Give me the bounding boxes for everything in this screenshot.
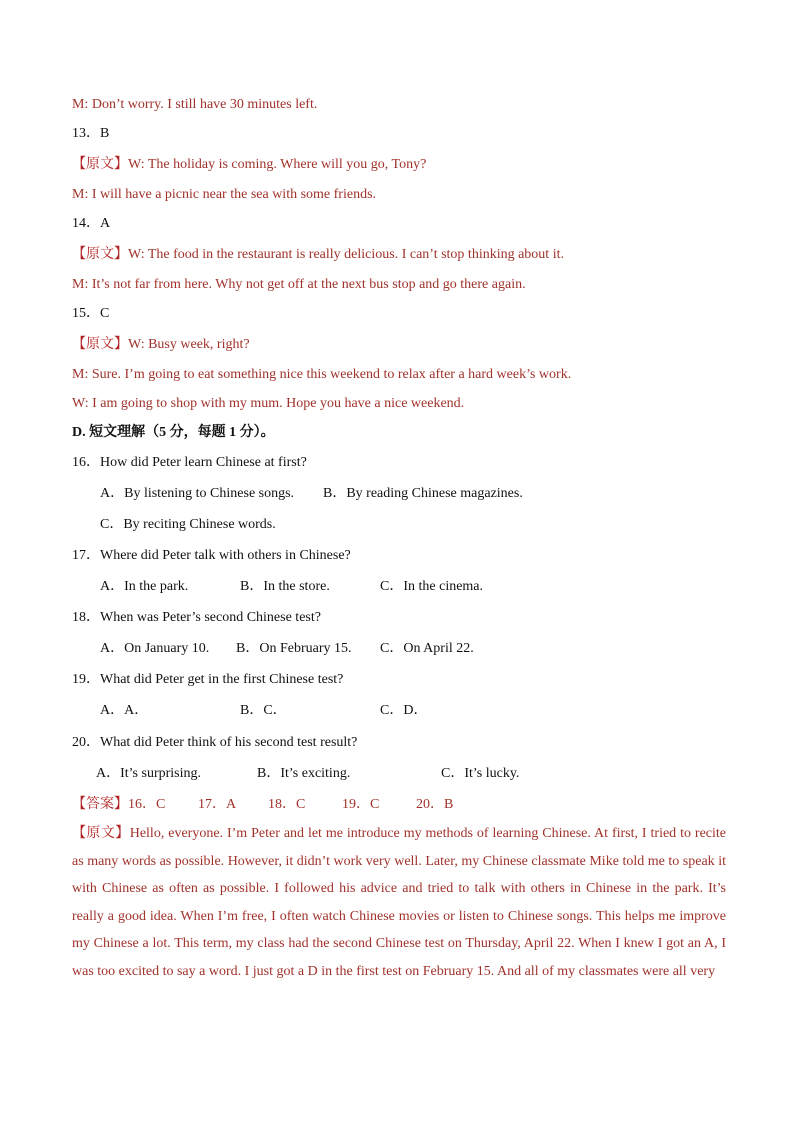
question-stem: 20．What did Peter think of his second test result? (72, 735, 358, 750)
answer-13: 13．B (72, 126, 110, 141)
answer-item: 19．C (342, 797, 380, 812)
dialogue-text: W: Busy week, right? (128, 337, 250, 352)
question-stem: 19．What did Peter get in the first Chinese test? (72, 672, 344, 687)
passage-body: Hello, everyone. I’m Peter and let me introduce my methods of learning Chinese. At first, I tried to recite as many words as possible. However, it didn’t work very well. Later, my Chinese classmate Mike told me to speak it with Chinese as often as possible. I followed his advice and tried to talk with others in Chinese in the park. It’s really a good idea. When I’m free, I often watch Chinese movies or listen to Chinese songs. This helps me improve my Chinese a lot. This term, my class had the second Chinese test on Thursday, April 22. When I knew I got an A, I was too excited to say a word. I just got a D in the first test on February 15. And all of my classmates were all very (72, 826, 727, 979)
question-stem: 17．Where did Peter talk with others in Chinese? (72, 548, 351, 563)
question-stem: 16．How did Peter learn Chinese at first? (72, 455, 307, 470)
dialogue-line: M: Sure. I’m going to eat something nice this weekend to relax after a hard week’s work. (72, 367, 572, 382)
answer-item: 18．C (268, 797, 306, 812)
answer-tag: 【答案】 (72, 797, 128, 812)
option-c: C．On April 22. (380, 641, 474, 656)
option-b: B．C． (240, 703, 287, 718)
option-b: B．By reading Chinese magazines. (323, 486, 523, 501)
answer-item: 16．C (128, 797, 166, 812)
section-heading: D. 短文理解（5 分，每题 1 分）。 (72, 425, 275, 440)
dialogue-line: M: I will have a picnic near the sea with some friends. (72, 187, 377, 202)
dialogue-line (72, 336, 250, 354)
yuanwen-tag: 【原文】 (72, 337, 128, 352)
option-c: C．In the cinema. (380, 579, 484, 594)
dialogue-line: M: It’s not far from here. Why not get off at the next bus stop and go there again. (72, 277, 526, 292)
dialogue-line (72, 246, 564, 264)
dialogue-line: W: I am going to shop with my mum. Hope you have a nice weekend. (72, 396, 465, 411)
dialogue-text: W: The holiday is coming. Where will you go, Tony? (128, 157, 427, 172)
option-b: B．In the store. (240, 579, 330, 594)
option-c: C．It’s lucky. (441, 766, 520, 781)
dialogue-line (72, 156, 426, 174)
answer-item: 20．B (416, 797, 454, 812)
option-a: A．In the park. (100, 579, 189, 594)
option-b: B．On February 15. (236, 641, 352, 656)
option-a: A．On January 10. (100, 641, 210, 656)
option-a: A．It’s surprising. (96, 766, 201, 781)
dialogue-line: M: Don’t worry. I still have 30 minutes left. (72, 97, 318, 112)
option-b: B．It’s exciting. (257, 766, 351, 781)
option-c: C．By reciting Chinese words. (100, 517, 276, 532)
answer-14: 14．A (72, 216, 111, 231)
yuanwen-tag: 【原文】 (72, 247, 128, 262)
question-stem: 18．When was Peter’s second Chinese test? (72, 610, 321, 625)
dialogue-text: W: The food in the restaurant is really delicious. I can’t stop thinking about it. (128, 247, 564, 262)
option-c: C．D． (380, 703, 428, 718)
answer-key (72, 796, 453, 814)
option-a: A．By listening to Chinese songs. (100, 486, 295, 501)
answer-15: 15．C (72, 306, 110, 321)
yuanwen-tag: 【原文】 (72, 826, 130, 841)
answer-item: 17．A (198, 797, 237, 812)
yuanwen-tag: 【原文】 (72, 157, 128, 172)
option-a: A．A． (100, 703, 149, 718)
passage-text (72, 820, 726, 985)
